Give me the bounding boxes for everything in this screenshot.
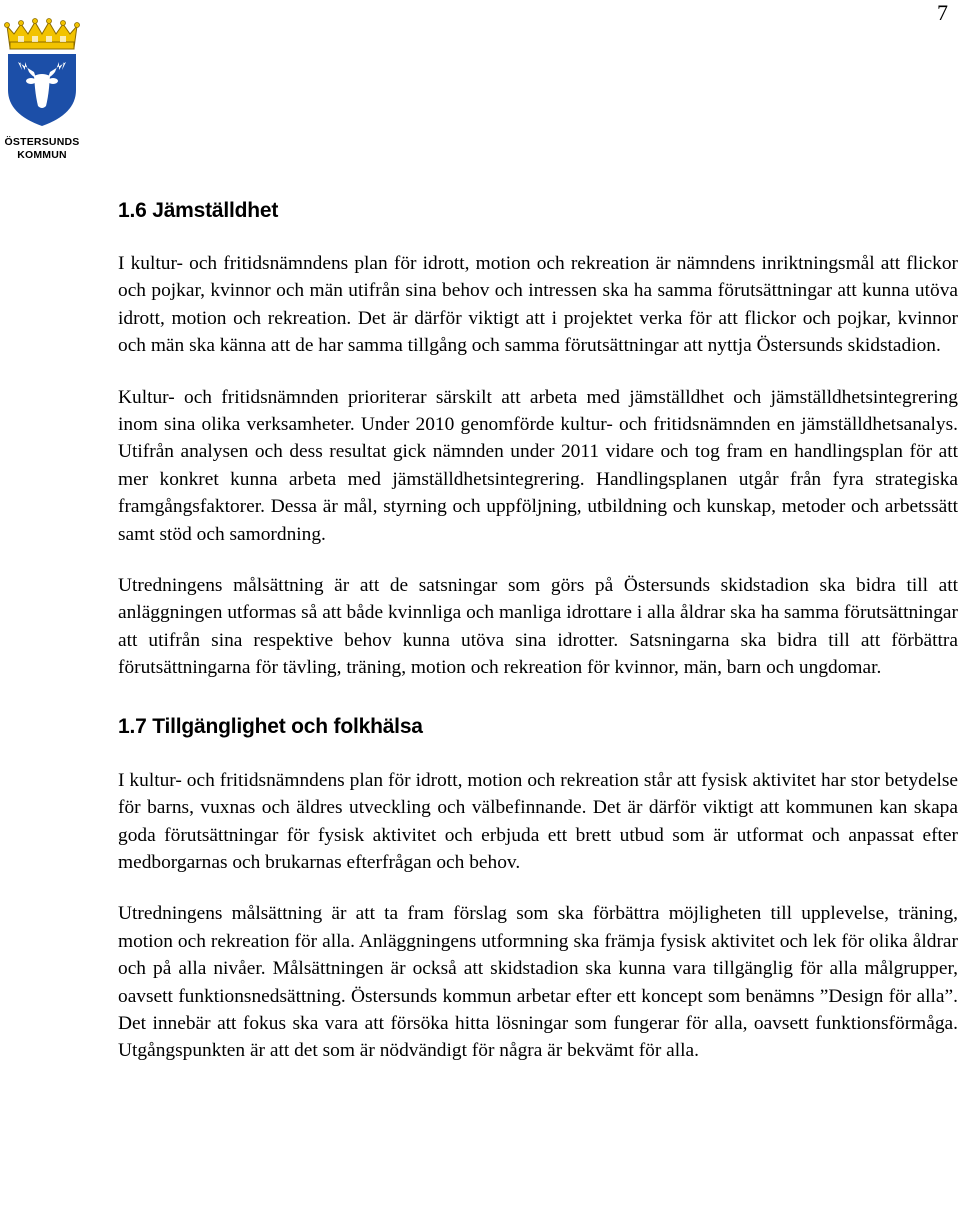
logo-text-line1: ÖSTERSUNDS <box>4 136 80 148</box>
coat-of-arms-icon <box>4 18 80 130</box>
crown-icon <box>5 19 80 50</box>
document-body <box>118 196 958 1089</box>
municipality-logo <box>4 18 80 164</box>
logo-text-line2: KOMMUN <box>17 149 67 161</box>
paragraph: Kultur- och fritidsnämnden prioriterar särskilt att arbeta med jämställdhet och jämställdhetsintegrering inom sina olika verksamheter. Under 2010 genomförde kultur- och fritidsnämnden en jämställdhetsanalys. Utifrån analysen och dess resultat gick nämnden under 2011 vidare och tog fram en handlingsplan för att mer konkret kunna arbeta med jämställdhetsintegrering. Handlingsplanen utgår från fyra strategiska framgångsfaktorer. Dessa är mål, styrning och uppföljning, utbildning och kunskap, metoder och arbetssätt samt stöd och samordning. <box>118 386 958 545</box>
paragraph: I kultur- och fritidsnämndens plan för idrott, motion och rekreation är nämndens inriktningsmål att flickor och pojkar, kvinnor och män utifrån sina behov och intressen ska ha samma förutsättningar att kunna utöva idrott, motion och rekreation. Det är därför viktigt att i projektet verka för att flickor och pojkar, kvinnor och män ska känna att de har samma tillgång och samma förutsättningar att nyttja Östersunds skidstadion. <box>118 253 958 357</box>
paragraph: I kultur- och fritidsnämndens plan för idrott, motion och rekreation står att fysisk aktivitet har stor betydelse för barns, vuxnas och äldres utveckling och välbefinnande. Det är därför viktigt att kommunen kan skapa goda förutsättningar för fysisk aktivitet och erbjuda ett brett utbud som är utformat och anpassat efter medborgarnas och brukarnas efterfrågan och behov. <box>118 769 958 873</box>
section-heading-jamstalldhet: 1.6 Jämställdhet <box>118 199 279 222</box>
paragraph: Utredningens målsättning är att de satsningar som görs på Östersunds skidstadion ska bidra till att anläggningen utformas så att både kvinnliga och manliga idrottare i alla åldrar ska ha samma förutsättningar att utifrån sina respektive behov kunna utöva sina idrotter. Satsningarna ska bidra till att förbättra förutsättningarna för tävling, träning, motion och rekreation för kvinnor, män, barn och ungdomar. <box>118 575 958 679</box>
page-number: 7 <box>937 0 948 25</box>
section-heading-tillganglighet: 1.7 Tillgänglighet och folkhälsa <box>118 714 423 738</box>
paragraph: Utredningens målsättning är att ta fram förslag som ska förbättra möjligheten till upplevelse, träning, motion och rekreation för alla. Anläggningens utformning ska främja fysisk aktivitet och lek för olika åldrar och på alla nivåer. Målsättningen är också att skidstadion ska kunna vara tillgänglig för alla målgrupper, oavsett funktionsnedsättning. Östersunds kommun arbetar efter ett koncept som benämns ”Design för alla”. Det innebär att fokus ska vara att försöka hitta lösningar som fungerar för alla, oavsett funktionsförmåga. Utgångspunkten är att det som är nödvändigt för några är bekvämt för alla. <box>118 903 958 1062</box>
